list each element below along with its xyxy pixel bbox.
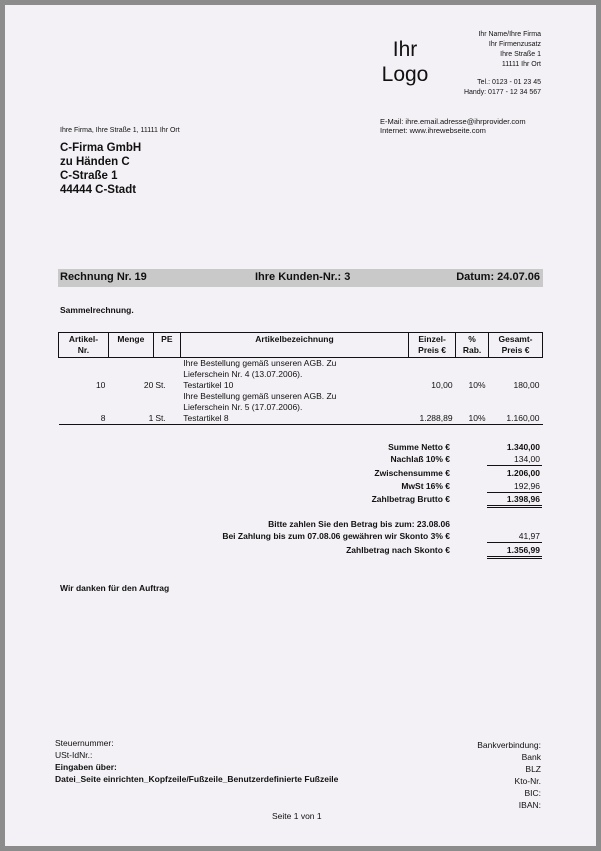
invoice-page	[5, 5, 596, 846]
row-total: 180,00	[513, 380, 540, 390]
sender-name: Ihr Name/Ihre Firma	[478, 31, 541, 38]
header-article: Artikel- Nr.	[59, 333, 109, 358]
after-skonto-double-rule-2	[487, 558, 542, 559]
row-qty: 20	[143, 380, 154, 390]
table-row	[59, 402, 543, 413]
row-discount: 10%	[468, 413, 486, 423]
items-table	[58, 332, 543, 425]
gross-label: Zahlbetrag Brutto €	[371, 494, 450, 504]
logo-line1: Ihr	[392, 38, 418, 61]
row-price: 1.288,89	[419, 413, 453, 423]
gross-rule	[487, 492, 542, 493]
sender-web: Internet: www.ihrewebseite.com	[380, 126, 486, 135]
skonto-rule	[487, 542, 542, 543]
netto-label: Summe Netto €	[388, 442, 450, 452]
thanks-text: Wir danken für den Auftrag	[60, 583, 170, 593]
recipient-line3: C-Straße 1	[60, 170, 118, 182]
invoice-number: Rechnung Nr. 19	[60, 271, 147, 283]
header-discount: % Rab.	[456, 333, 489, 358]
row-unit: St.	[155, 380, 166, 390]
footer-blz: BLZ	[525, 764, 541, 774]
row-total: 1.160,00	[506, 413, 540, 423]
table-row	[59, 369, 543, 380]
row-desc: Testartikel 8	[183, 413, 229, 423]
footer-kto: Kto-Nr.	[514, 776, 541, 786]
invoice-date: Datum: 24.07.06	[456, 271, 540, 283]
return-address: Ihre Firma, Ihre Straße 1, 11111 Ihr Ort	[60, 127, 180, 134]
recipient-line4: 44444 C-Stadt	[60, 184, 137, 196]
gross-double-rule-1	[487, 505, 542, 506]
after-skonto-label: Zahlbetrag nach Skonto €	[346, 545, 450, 555]
header-desc: Artikelbezeichnung	[180, 333, 408, 358]
row-desc: Ihre Bestellung gemäß unseren AGB. Zu	[183, 358, 337, 368]
discount-label: Nachlaß 10% €	[390, 454, 450, 464]
row-desc: Testartikel 10	[183, 380, 234, 390]
page-number: Seite 1 von 1	[272, 811, 322, 821]
subtotal-value: 1.206,00	[506, 468, 540, 478]
header-price: Einzel- Preis €	[409, 333, 456, 358]
row-article-nr: 8	[100, 413, 106, 423]
skonto-value: 41,97	[518, 531, 540, 541]
sender-tel: Tel.: 0123 - 01 23 45	[477, 79, 541, 86]
row-qty: 1	[148, 413, 154, 423]
logo-line2: Logo	[381, 63, 429, 86]
table-header-row	[59, 333, 543, 358]
subtotal-rule	[487, 465, 542, 466]
sender-mobile: Handy: 0177 - 12 34 567	[463, 89, 541, 96]
after-skonto-double-rule-1	[487, 556, 542, 557]
vat-value: 192,96	[514, 481, 540, 491]
sender-suffix: Ihr Firmenzusatz	[488, 41, 541, 48]
subtotal-label: Zwischensumme €	[374, 468, 450, 478]
footer-vat-id: USt-IdNr.:	[55, 750, 93, 760]
recipient-line1: C-Firma GmbH	[60, 142, 142, 154]
sender-city: 11111 Ihr Ort	[501, 61, 541, 68]
footer-tax-number: Steuernummer:	[55, 738, 114, 748]
vat-label: MwSt 16% €	[401, 481, 450, 491]
footer-bank: Bank	[521, 752, 541, 762]
header-unit: PE	[153, 333, 180, 358]
row-unit: St.	[155, 413, 166, 423]
skonto-label: Bei Zahlung bis zum 07.08.06 gewähren wir Skonto 3% €	[222, 531, 450, 541]
row-desc: Lieferschein Nr. 4 (13.07.2006).	[183, 369, 303, 379]
subject: Sammelrechnung.	[60, 305, 134, 315]
row-discount: 10%	[468, 380, 486, 390]
gross-double-rule-2	[487, 507, 542, 508]
customer-number: Ihre Kunden-Nr.: 3	[255, 271, 351, 283]
payment-due: Bitte zahlen Sie den Betrag bis zum: 23.08.06	[268, 519, 450, 529]
header-total: Gesamt- Preis €	[489, 333, 543, 358]
header-qty: Menge	[108, 333, 153, 358]
footer-input-label: Eingaben über:	[55, 762, 117, 772]
gross-value: 1.398,96	[506, 494, 540, 504]
after-skonto-value: 1.356,99	[506, 545, 540, 555]
row-desc: Lieferschein Nr. 5 (17.07.2006).	[183, 402, 303, 412]
sender-email: E-Mail: ihre.email.adresse@ihrprovider.com	[380, 117, 526, 126]
table-row	[59, 391, 543, 402]
recipient-line2: zu Händen C	[60, 156, 130, 168]
row-article-nr: 10	[95, 380, 106, 390]
table-row	[59, 380, 543, 391]
footer-path: Datei_Seite einrichten_Kopfzeile/Fußzeile_Benutzerdefinierte Fußzeile	[55, 774, 339, 784]
row-price: 10,00	[431, 380, 453, 390]
discount-value: 134,00	[514, 454, 540, 464]
table-row	[59, 358, 543, 370]
table-row	[59, 413, 543, 425]
sender-street: Ihre Straße 1	[500, 51, 541, 58]
footer-bank-title: Bankverbindung:	[477, 740, 541, 750]
invoice-header-bar	[58, 269, 543, 287]
netto-value: 1.340,00	[506, 442, 540, 452]
footer-bic: BIC:	[524, 788, 541, 798]
row-desc: Ihre Bestellung gemäß unseren AGB. Zu	[183, 391, 337, 401]
footer-iban: IBAN:	[518, 800, 541, 810]
